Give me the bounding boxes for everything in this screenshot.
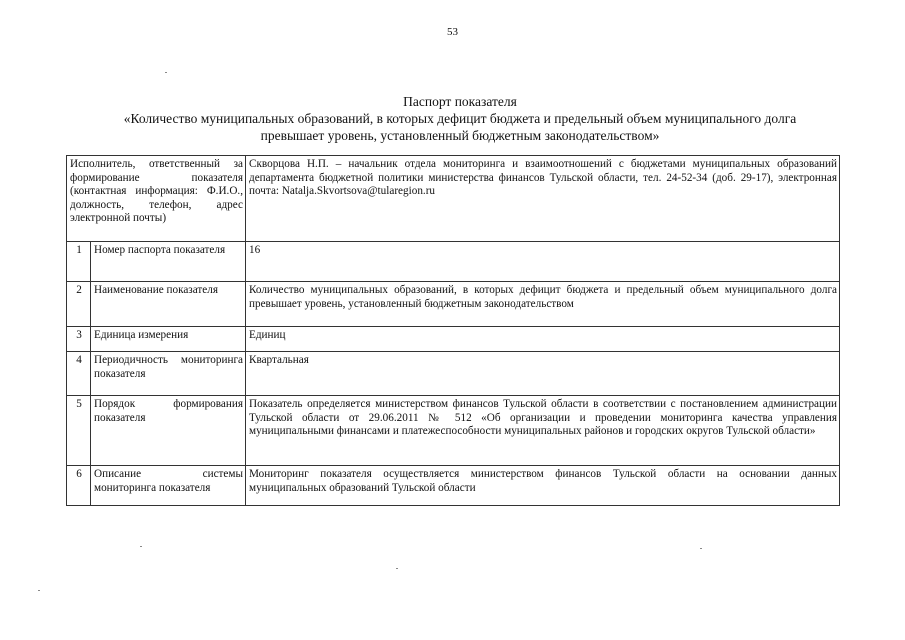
row-value: Количество муниципальных образований, в которых дефицит бюджета и предельный объем муниципального долга превышает уровень, установленный бюджетным законодательством [246, 282, 840, 327]
row-number: 6 [67, 466, 91, 506]
scan-speck [396, 568, 398, 569]
row-label: Единица измерения [91, 327, 246, 352]
row-label: Описание системы мониторинга показателя [91, 466, 246, 506]
row-label: Наименование показателя [91, 282, 246, 327]
page-number: 53 [447, 26, 458, 38]
table-row [67, 396, 840, 466]
row-value: Мониторинг показателя осуществляется министерством финансов Тульской области на основании данных муниципальных образований Тульской области [246, 466, 840, 506]
row-label: Порядок формирования показателя [91, 396, 246, 466]
title-line-2: «Количество муниципальных образований, в которых дефицит бюджета и предельный объем муниципального долга [123, 111, 797, 126]
table-row [67, 466, 840, 506]
passport-title [60, 93, 860, 144]
table-row [67, 242, 840, 282]
scan-speck [700, 548, 702, 549]
table-row-responsible [67, 156, 840, 242]
title-line-3: превышает уровень, установленный бюджетным законодательством» [260, 128, 660, 143]
row-value: Квартальная [246, 352, 840, 396]
passport-table [66, 155, 840, 506]
scan-speck [140, 546, 142, 547]
row-number: 1 [67, 242, 91, 282]
row-number: 2 [67, 282, 91, 327]
row-value: 16 [246, 242, 840, 282]
row-label: Номер паспорта показателя [91, 242, 246, 282]
row-value: Единиц [246, 327, 840, 352]
row-number: 3 [67, 327, 91, 352]
responsible-value: Скворцова Н.П. – начальник отдела мониторинга и взаимоотношений с бюджетами муниципальных образований департамента бюджетной политики министерства финансов Тульской области, тел. 24-52-34 (доб. 29-17), электронная почта: Natalja.Skvortsova@tularegion.ru [246, 156, 840, 242]
scan-speck [165, 72, 167, 73]
title-line-1: Паспорт показателя [403, 94, 517, 109]
row-label: Периодичность мониторинга показателя [91, 352, 246, 396]
table-row [67, 327, 840, 352]
responsible-label: Исполнитель, ответственный за формирование показателя (контактная информация: Ф.И.О., должность, телефон, адрес электронной почты) [67, 156, 246, 242]
table-row [67, 352, 840, 396]
table-row [67, 282, 840, 327]
row-number: 5 [67, 396, 91, 466]
row-number: 4 [67, 352, 91, 396]
row-value: Показатель определяется министерством финансов Тульской области в соответствии с постановлением администрации Тульской области от 29.06.2011 № 512 «Об организации и проведении мониторинга качества управления муниципальными финансами и платежеспособности муниципальных районов и городских округов Тульской области» [246, 396, 840, 466]
scan-speck [38, 590, 40, 591]
